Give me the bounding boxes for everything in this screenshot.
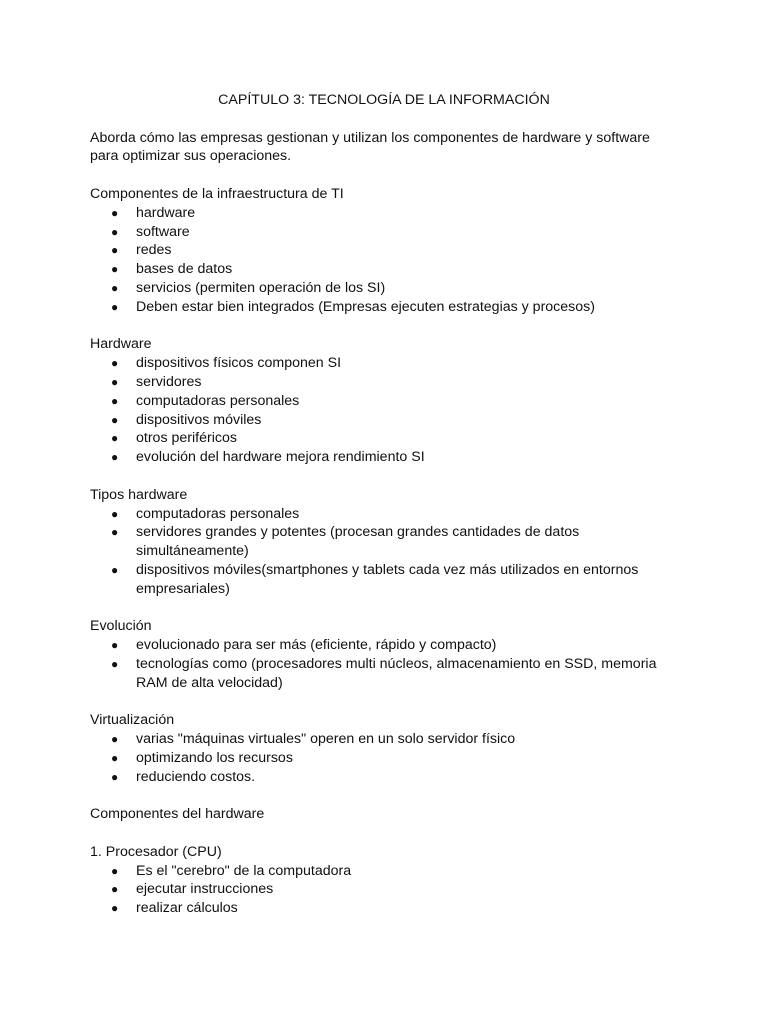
sections-container <box>90 185 678 918</box>
list-item-text: software <box>136 223 190 240</box>
list-item-text: computadoras personales <box>136 392 300 409</box>
list-item <box>90 899 678 918</box>
bullet-icon: ● <box>111 374 119 389</box>
list-item <box>90 354 678 373</box>
bullet-icon: ● <box>111 656 119 671</box>
list-item <box>90 298 678 317</box>
list-item <box>90 223 678 242</box>
list-item-text: dispositivos físicos componen SI <box>136 355 342 372</box>
list-item <box>90 749 678 768</box>
bullet-list <box>90 354 678 467</box>
list-item <box>90 636 678 655</box>
bullet-icon: ● <box>111 356 119 371</box>
section <box>90 335 678 467</box>
list-item <box>90 768 678 787</box>
section-heading: Hardware <box>90 336 152 353</box>
bullet-list <box>90 636 678 692</box>
section <box>90 185 678 317</box>
bullet-list <box>90 862 678 918</box>
list-item-text: realizar cálculos <box>136 900 238 917</box>
list-item <box>90 373 678 392</box>
list-item-text: evolucionado para ser más (eficiente, rápido y compacto) <box>136 637 497 654</box>
section-heading: Virtualización <box>90 712 175 729</box>
list-item-text: optimizando los recursos <box>136 749 293 766</box>
bullet-list <box>90 730 678 786</box>
intro-paragraph: Aborda cómo las empresas gestionan y utilizan los componentes de hardware y software para optimizar sus operaciones. <box>90 129 650 165</box>
bullet-icon: ● <box>111 769 119 784</box>
section-heading: Componentes de la infraestructura de TI <box>90 185 344 202</box>
section-heading: Evolución <box>90 618 152 635</box>
list-item <box>90 880 678 899</box>
bullet-icon: ● <box>111 393 119 408</box>
list-item-text: hardware <box>136 204 196 221</box>
section-heading: 1. Procesador (CPU) <box>90 843 222 860</box>
list-item-text: servidores <box>136 373 202 390</box>
list-item <box>90 730 678 749</box>
document-title: CAPÍTULO 3: TECNOLOGÍA DE LA INFORMACIÓN <box>218 92 550 108</box>
bullet-icon: ● <box>111 299 119 314</box>
list-item-text: Deben estar bien integrados (Empresas ejecuten estrategias y procesos) <box>136 298 595 315</box>
list-item-text: varias "máquinas virtuales" operen en un solo servidor físico <box>136 731 516 748</box>
list-item <box>90 204 678 223</box>
list-item-text: ejecutar instrucciones <box>136 881 274 898</box>
list-item <box>90 241 678 260</box>
list-item <box>90 279 678 298</box>
list-item-text: servidores grandes y potentes (procesan grandes cantidades de datos simultáneamente) <box>136 524 580 560</box>
section <box>90 711 678 786</box>
list-item <box>90 429 678 448</box>
list-item-text: Es el "cerebro" de la computadora <box>136 862 352 879</box>
section-heading: Tipos hardware <box>90 486 188 503</box>
section-heading: Componentes del hardware <box>90 806 265 823</box>
bullet-icon: ● <box>111 732 119 747</box>
bullet-icon: ● <box>111 262 119 277</box>
section <box>90 843 678 918</box>
list-item-text: dispositivos móviles(smartphones y tablets cada vez más utilizados en entornos empresariales) <box>136 561 639 597</box>
list-item-text: computadoras personales <box>136 505 300 522</box>
bullet-icon: ● <box>111 882 119 897</box>
bullet-icon: ● <box>111 506 119 521</box>
bullet-icon: ● <box>111 205 119 220</box>
bullet-icon: ● <box>111 224 119 239</box>
bullet-icon: ● <box>111 280 119 295</box>
list-item-text: servicios (permiten operación de los SI) <box>136 279 386 296</box>
bullet-icon: ● <box>111 431 119 446</box>
list-item <box>90 505 678 524</box>
list-item-text: reduciendo costos. <box>136 768 256 785</box>
bullet-icon: ● <box>111 243 119 258</box>
list-item-text: dispositivos móviles <box>136 411 262 428</box>
list-item-text: redes <box>136 242 172 259</box>
list-item <box>90 448 678 467</box>
list-item <box>90 862 678 881</box>
list-item-text: bases de datos <box>136 261 233 278</box>
section <box>90 486 678 599</box>
bullet-icon: ● <box>111 562 119 577</box>
bullet-icon: ● <box>111 750 119 765</box>
section <box>90 805 678 824</box>
bullet-icon: ● <box>111 638 119 653</box>
list-item <box>90 655 678 693</box>
bullet-icon: ● <box>111 450 119 465</box>
section <box>90 617 678 692</box>
list-item-text: evolución del hardware mejora rendimiento SI <box>136 449 425 466</box>
list-item <box>90 411 678 430</box>
bullet-icon: ● <box>111 412 119 427</box>
bullet-icon: ● <box>111 525 119 540</box>
bullet-icon: ● <box>111 901 119 916</box>
list-item-text: otros periféricos <box>136 430 237 447</box>
list-item-text: tecnologías como (procesadores multi núcleos, almacenamiento en SSD, memoria RAM de alta velocidad) <box>136 655 657 691</box>
bullet-icon: ● <box>111 863 119 878</box>
list-item <box>90 561 678 599</box>
list-item <box>90 260 678 279</box>
list-item <box>90 523 678 561</box>
bullet-list <box>90 204 678 317</box>
bullet-list <box>90 505 678 599</box>
list-item <box>90 392 678 411</box>
